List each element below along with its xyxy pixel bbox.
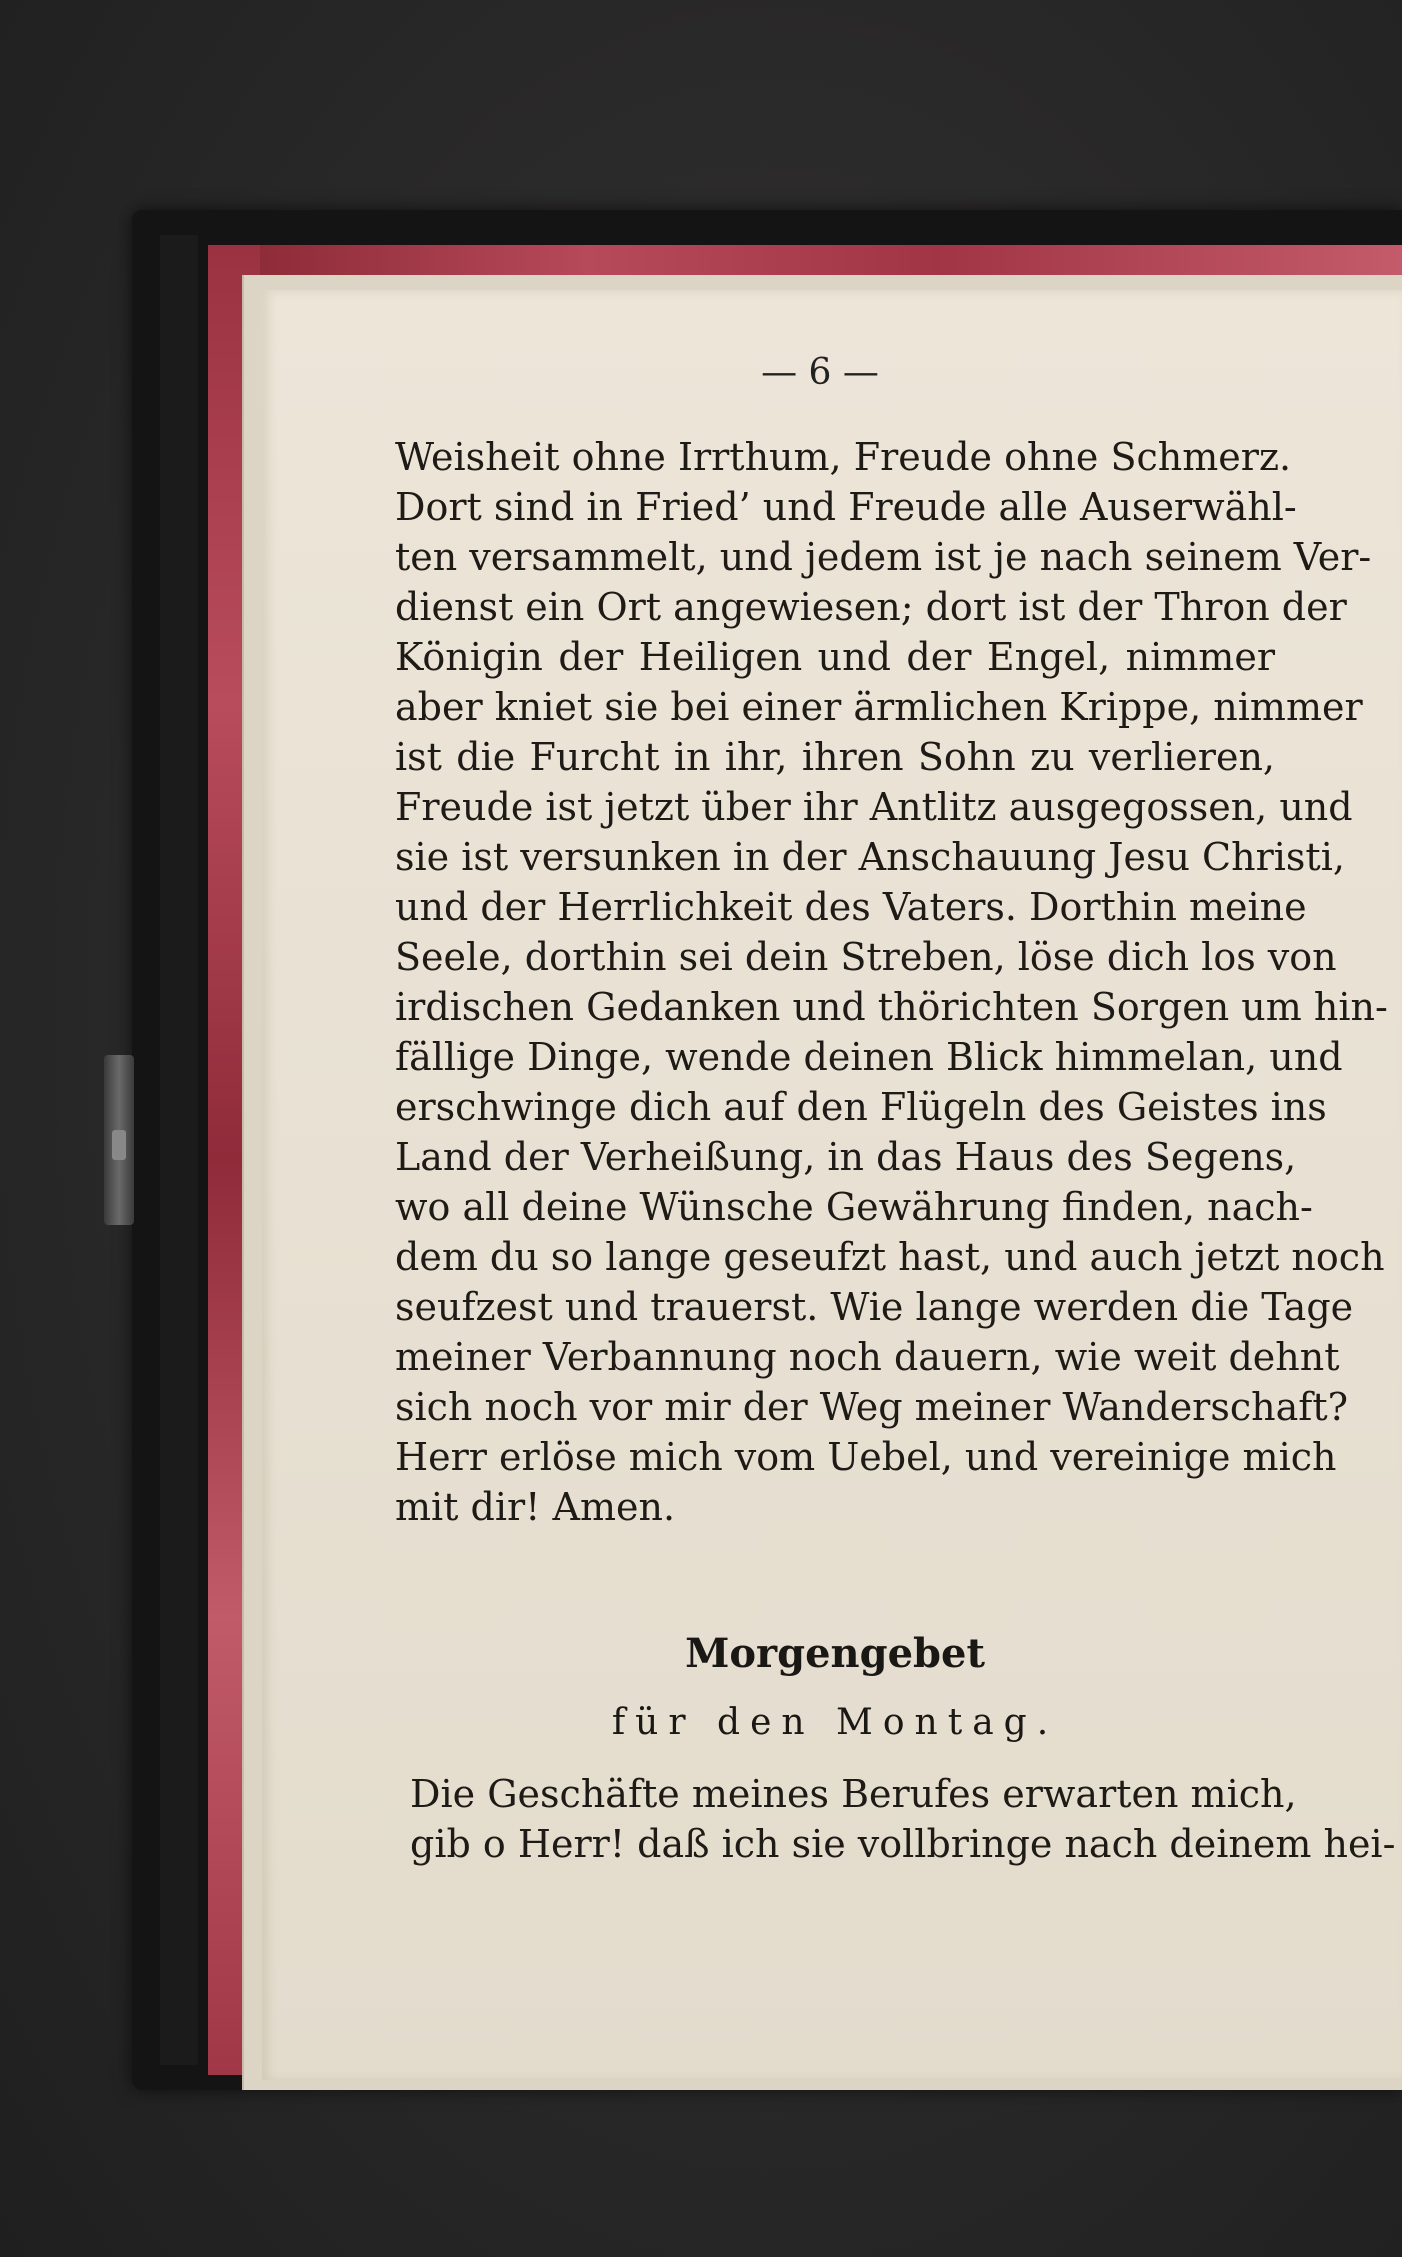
- text-line: dienst ein Ort angewiesen; dort ist der Thron der: [395, 585, 1347, 629]
- text-line: Land der Verheißung, in das Haus des Segens,: [395, 1135, 1297, 1179]
- text-line: Dort sind in Fried’ und Freude alle Auserwähl-: [395, 485, 1297, 529]
- section-subheading: für den Montag.: [611, 1702, 1059, 1743]
- text-line: wo all deine Wünsche Gewährung finden, nach-: [395, 1185, 1313, 1229]
- text-line: sie ist versunken in der Anschauung Jesu Christi,: [395, 835, 1345, 879]
- text-line: Herr erlöse mich vom Uebel, und vereinige mich: [395, 1435, 1337, 1479]
- text-line: sich noch vor mir der Weg meiner Wanderschaft?: [395, 1385, 1348, 1429]
- text-line: meiner Verbannung noch dauern, wie weit dehnt: [395, 1335, 1340, 1379]
- text-line: Weisheit ohne Irrthum, Freude ohne Schmerz.: [395, 435, 1292, 479]
- text-line: Seele, dorthin sei dein Streben, löse dich los von: [395, 935, 1337, 979]
- text-line: gib o Herr! daß ich sie vollbringe nach deinem hei-: [410, 1822, 1396, 1866]
- cover-edge: [160, 235, 198, 2065]
- prayer-text: [410, 1768, 1396, 1868]
- text-line: mit dir! Amen.: [395, 1485, 676, 1529]
- text-line: ist die Furcht in ihr, ihren Sohn zu verlieren,: [395, 735, 1275, 779]
- text-line: Die Geschäfte meines Berufes erwarten mich,: [410, 1772, 1297, 1816]
- text-line: Freude ist jetzt über ihr Antlitz ausgegossen, und: [395, 785, 1353, 829]
- text-line: seufzest und trauerst. Wie lange werden die Tage: [395, 1285, 1354, 1329]
- page-number: — 6 —: [761, 352, 879, 393]
- text-line: ten versammelt, und jedem ist je nach seinem Ver-: [395, 535, 1372, 579]
- text-line: fällige Dinge, wende deinen Blick himmelan, und: [395, 1035, 1343, 1079]
- clasp-pin: [112, 1130, 126, 1160]
- text-line: Königin der Heiligen und der Engel, nimmer: [395, 635, 1275, 679]
- text-line: und der Herrlichkeit des Vaters. Dorthin meine: [395, 885, 1307, 929]
- section-heading: Morgengebet: [685, 1630, 985, 1677]
- text-line: erschwinge dich auf den Flügeln des Geistes ins: [395, 1085, 1327, 1129]
- text-line: dem du so lange geseufzt hast, und auch jetzt noch: [395, 1235, 1385, 1279]
- text-line: aber kniet sie bei einer ärmlichen Krippe, nimmer: [395, 685, 1363, 729]
- text-line: irdischen Gedanken und thörichten Sorgen um hin-: [395, 985, 1388, 1029]
- body-text: [395, 432, 1388, 1532]
